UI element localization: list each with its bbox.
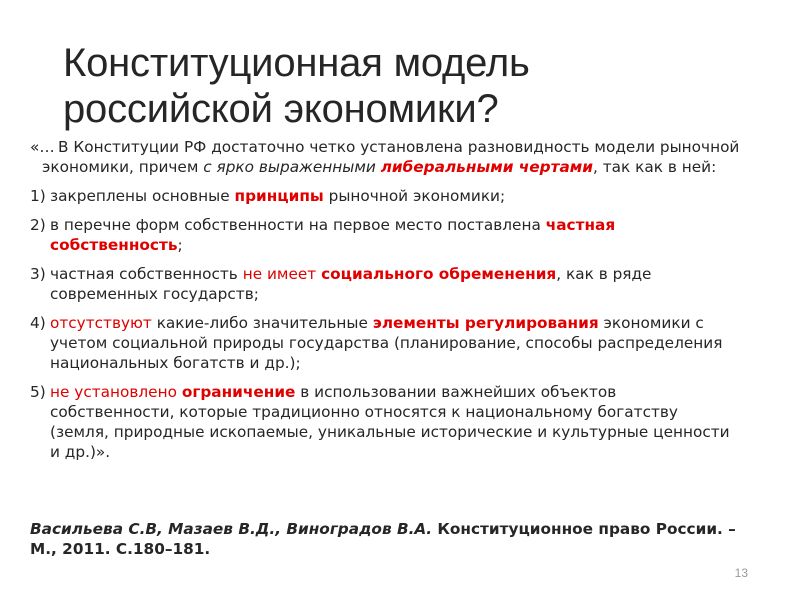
citation xyxy=(30,519,740,559)
list-item-marker: 3) xyxy=(30,265,46,283)
list-item-text: ; xyxy=(177,236,183,254)
list-item-highlight: элементы регулирования xyxy=(372,314,599,332)
intro-text-end: , так как в ней: xyxy=(593,158,717,176)
list-item-marker: 5) xyxy=(30,383,46,401)
quote-open-marker: «… xyxy=(30,138,55,156)
list-item-highlight: принципы xyxy=(234,187,324,205)
list-item-red-text: отсутствуют xyxy=(50,314,152,332)
intro-paragraph xyxy=(30,137,740,177)
list-item-red-text: не имеет xyxy=(242,265,317,283)
list-item-text: экономики с учетом социальной природы государства (планирование, способы распределения национальных богатств и др.); xyxy=(50,314,723,372)
slide-title-line-1: Конституционная модель xyxy=(63,41,530,85)
list-item-text: закреплены основные xyxy=(50,187,235,205)
citation-authors: Васильева С.В, Мазаев В.Д., Виноградов В.А. xyxy=(30,520,433,538)
list-item xyxy=(30,186,740,206)
list-item-text: частная собственность xyxy=(50,265,243,283)
list-item-marker: 2) xyxy=(30,216,46,234)
intro-text-italic: с ярко выраженными xyxy=(203,158,381,176)
list-item-text: , как в ряде современных государств; xyxy=(50,265,652,303)
slide-body xyxy=(30,137,740,471)
list-item-highlight: социального обременения xyxy=(321,265,557,283)
list-item-text: в использовании важнейших объектов собственности, которые традиционно относятся к национальному богатству (земля, природные ископаемые, уникальные исторические и культурные ценности и др.)». xyxy=(50,383,730,461)
list-item xyxy=(30,215,740,255)
page-number: 13 xyxy=(734,566,748,580)
list-item-text: рыночной экономики; xyxy=(323,187,506,205)
slide-title xyxy=(63,40,753,132)
list-item xyxy=(30,382,740,462)
intro-text-highlight: либеральными чертами xyxy=(380,158,594,176)
list-item-text: в перечне форм собственности на первое место поставлена xyxy=(50,216,546,234)
list-item-marker: 1) xyxy=(30,187,46,205)
list-item xyxy=(30,313,740,373)
list-item-highlight: частная собственность xyxy=(50,216,616,254)
list-item-text: какие-либо значительные xyxy=(151,314,373,332)
list-item-red-text: не установлено xyxy=(50,383,177,401)
list-item-highlight: ограничение xyxy=(181,383,296,401)
list-item-marker: 4) xyxy=(30,314,46,332)
citation-source: Конституционное право России. – М., 2011. С.180–181. xyxy=(30,520,736,558)
intro-text-1: В Конституции РФ достаточно четко установлена разновидность модели рыночной экономики, причем xyxy=(42,138,740,176)
list-item xyxy=(30,264,740,304)
slide-title-line-2: российской экономики? xyxy=(63,87,499,131)
